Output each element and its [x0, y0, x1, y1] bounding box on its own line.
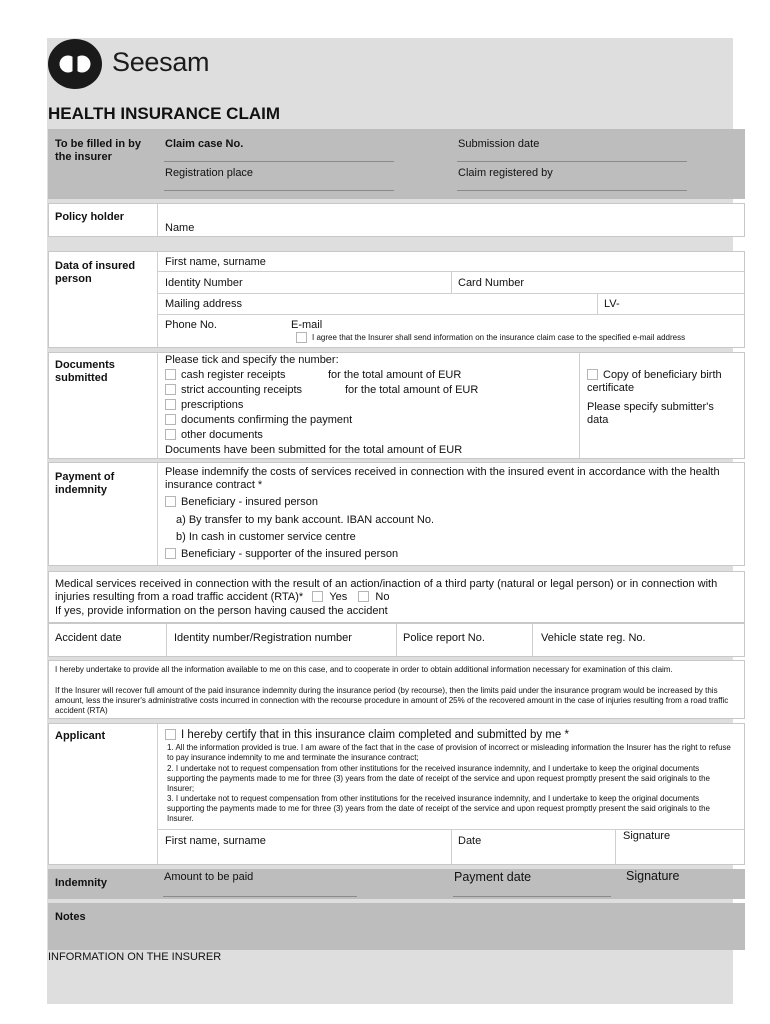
payment-documents-checkbox[interactable] [165, 414, 176, 425]
policy-holder-label: Policy holder [55, 211, 125, 223]
other-documents-checkbox[interactable] [165, 429, 176, 440]
insurer-section-label: To be filled in by the insurer [55, 138, 141, 163]
third-party-followup: If yes, provide information on the person having caused the accident [55, 605, 388, 617]
claim-case-no-label: Claim case No. [165, 138, 244, 150]
policy-holder-section [48, 203, 745, 237]
divider [158, 314, 744, 315]
applicant-point-3: 3. I undertake not to request compensation from other institutions for the received insurance indemnity, and I undertake to keep the original documents supporting the payments made to me for three (3) years from the date of receipt of the service and upon request promptly present the said originals to the Insurer. [167, 794, 710, 823]
divider [157, 353, 158, 458]
applicant-point-1: 1. All the information provided is true. I am aware of the fact that in the case of provision of incorrect or misleading information the Insurer has the right to refuse to pay insurance indemnity to me and terminate the insurance contract; [167, 743, 731, 762]
amount-to-be-paid-field[interactable] [163, 896, 357, 897]
divider [451, 272, 452, 293]
first-name-surname-field[interactable]: First name, surname [165, 256, 266, 268]
submitter-data-label[interactable]: Please specify submitter's data [587, 401, 714, 426]
cash-receipts-checkbox[interactable] [165, 369, 176, 380]
claim-registered-by-field[interactable] [457, 190, 687, 191]
policy-holder-name-field[interactable]: Name [165, 222, 195, 234]
identity-number-field[interactable]: Identity Number [165, 277, 243, 289]
strict-receipts-label: strict accounting receipts [181, 384, 303, 396]
page-title: HEALTH INSURANCE CLAIM [48, 104, 281, 123]
prescriptions-label: prescriptions [181, 399, 244, 411]
other-documents-label: other documents [181, 429, 263, 441]
third-party-question [55, 578, 737, 604]
brand-name: Seesam [112, 47, 210, 77]
amount-to-be-paid-label: Amount to be paid [164, 871, 254, 883]
payment-intro: Please indemnify the costs of services received in connection with the insured event in accordance with the health insurance contract * [165, 466, 720, 491]
payment-date-label: Payment date [454, 870, 532, 884]
rta-yes-label: Yes [329, 591, 348, 603]
strict-receipts-amount[interactable]: for the total amount of EUR [345, 384, 479, 396]
beneficiary-insured-label: Beneficiary - insured person [181, 496, 318, 508]
divider [157, 252, 158, 347]
identity-registration-field[interactable]: Identity number/Registration number [174, 632, 352, 644]
payment-label: Payment of indemnity [55, 471, 115, 496]
indemnity-label: Indemnity [55, 877, 107, 889]
submission-date-label: Submission date [458, 138, 540, 150]
registration-place-field[interactable] [164, 190, 394, 191]
accident-date-field[interactable]: Accident date [55, 632, 122, 644]
documents-instruction: Please tick and specify the number: [165, 354, 339, 366]
divider [157, 204, 158, 236]
cash-receipts-amount[interactable]: for the total amount of EUR [328, 369, 462, 381]
claim-case-no-field[interactable] [164, 161, 394, 162]
beneficiary-supporter-checkbox[interactable] [165, 548, 176, 559]
postal-code-field[interactable]: LV- [604, 298, 620, 310]
applicant-date-field[interactable]: Date [458, 835, 482, 847]
mailing-address-field[interactable]: Mailing address [165, 298, 243, 310]
vehicle-reg-field[interactable]: Vehicle state reg. No. [541, 632, 646, 644]
divider [396, 624, 397, 656]
divider [158, 293, 744, 294]
divider [157, 463, 158, 565]
applicant-point-2: 2. I undertake not to request compensation from other institutions for the received insurance indemnity, and I undertake to keep the original documents supporting the payments made to me for three (3) years from the date of receipt of the service and upon request promptly present the said originals to the Insurer; [167, 764, 710, 793]
divider [597, 294, 598, 314]
divider [532, 624, 533, 656]
birth-certificate-label: Copy of beneficiary birth certificate [587, 369, 722, 394]
applicant-name-field[interactable]: First name, surname [165, 835, 266, 847]
rta-no-label: No [375, 591, 390, 603]
email-field[interactable]: E-mail [291, 319, 323, 331]
divider [166, 624, 167, 656]
beneficiary-supporter-label: Beneficiary - supporter of the insured person [181, 548, 399, 560]
insurer-section [48, 129, 745, 199]
insured-person-label: Data of insured person [55, 260, 136, 285]
claim-registered-by-label: Claim registered by [458, 167, 553, 179]
notes-label[interactable]: Notes [55, 911, 86, 923]
email-consent-text: I agree that the Insurer shall send information on the insurance claim case to the specified e-mail address [312, 333, 686, 342]
rta-no-checkbox[interactable] [358, 591, 369, 602]
police-report-field[interactable]: Police report No. [403, 632, 485, 644]
applicant-label: Applicant [55, 730, 106, 742]
submission-date-field[interactable] [457, 161, 687, 162]
strict-receipts-checkbox[interactable] [165, 384, 176, 395]
card-number-field[interactable]: Card Number [458, 277, 525, 289]
rta-yes-checkbox[interactable] [312, 591, 323, 602]
registration-place-label: Registration place [165, 167, 254, 179]
cash-receipts-label: cash register receipts [181, 369, 286, 381]
undertaking-line-2: If the Insurer will recover full amount of the paid insurance indemnity during the insurance period (by recourse), then the limits paid under the insurance program would be increased by this amount, less the insurer's administrative costs incurred in connection with the recourse procedure in amount of 25% of the recovered amount in the case of injuries resulting from a road traffic accident (RTA) [55, 686, 729, 715]
insurer-info-heading: INFORMATION ON THE INSURER [48, 951, 222, 963]
notes-section [48, 903, 745, 950]
payment-documents-label: documents confirming the payment [181, 414, 353, 426]
payment-date-field[interactable] [453, 896, 611, 897]
third-party-question-text: Medical services received in connection with the result of an action/inaction of a third party (natural or legal person) or in connection with injuries resulting from a road traffic accident (RTA)* [55, 578, 718, 603]
undertaking-line-1: I hereby undertake to provide all the information available to me on this case, and to cooperate in order to obtain additional information necessary for examination of this claim. [55, 665, 673, 674]
certify-text: I hereby certify that in this insurance claim completed and submitted by me * [181, 729, 569, 741]
phone-no-field[interactable]: Phone No. [165, 319, 217, 331]
beneficiary-insured-checkbox[interactable] [165, 496, 176, 507]
divider [615, 830, 616, 864]
documents-total[interactable]: Documents have been submitted for the total amount of EUR [165, 444, 463, 456]
indemnity-signature-label[interactable]: Signature [626, 869, 680, 883]
divider [579, 353, 580, 458]
prescriptions-checkbox[interactable] [165, 399, 176, 410]
divider [451, 830, 452, 864]
bank-transfer-option[interactable]: a) By transfer to my bank account. IBAN account No. [176, 514, 435, 526]
seesam-logo-icon [48, 38, 104, 90]
documents-label: Documents submitted [55, 359, 115, 384]
cash-option[interactable]: b) In cash in customer service centre [176, 531, 356, 543]
applicant-signature-field[interactable]: Signature [623, 830, 671, 842]
certify-checkbox[interactable] [165, 729, 176, 740]
email-consent-checkbox[interactable] [296, 332, 307, 343]
divider [157, 724, 158, 864]
